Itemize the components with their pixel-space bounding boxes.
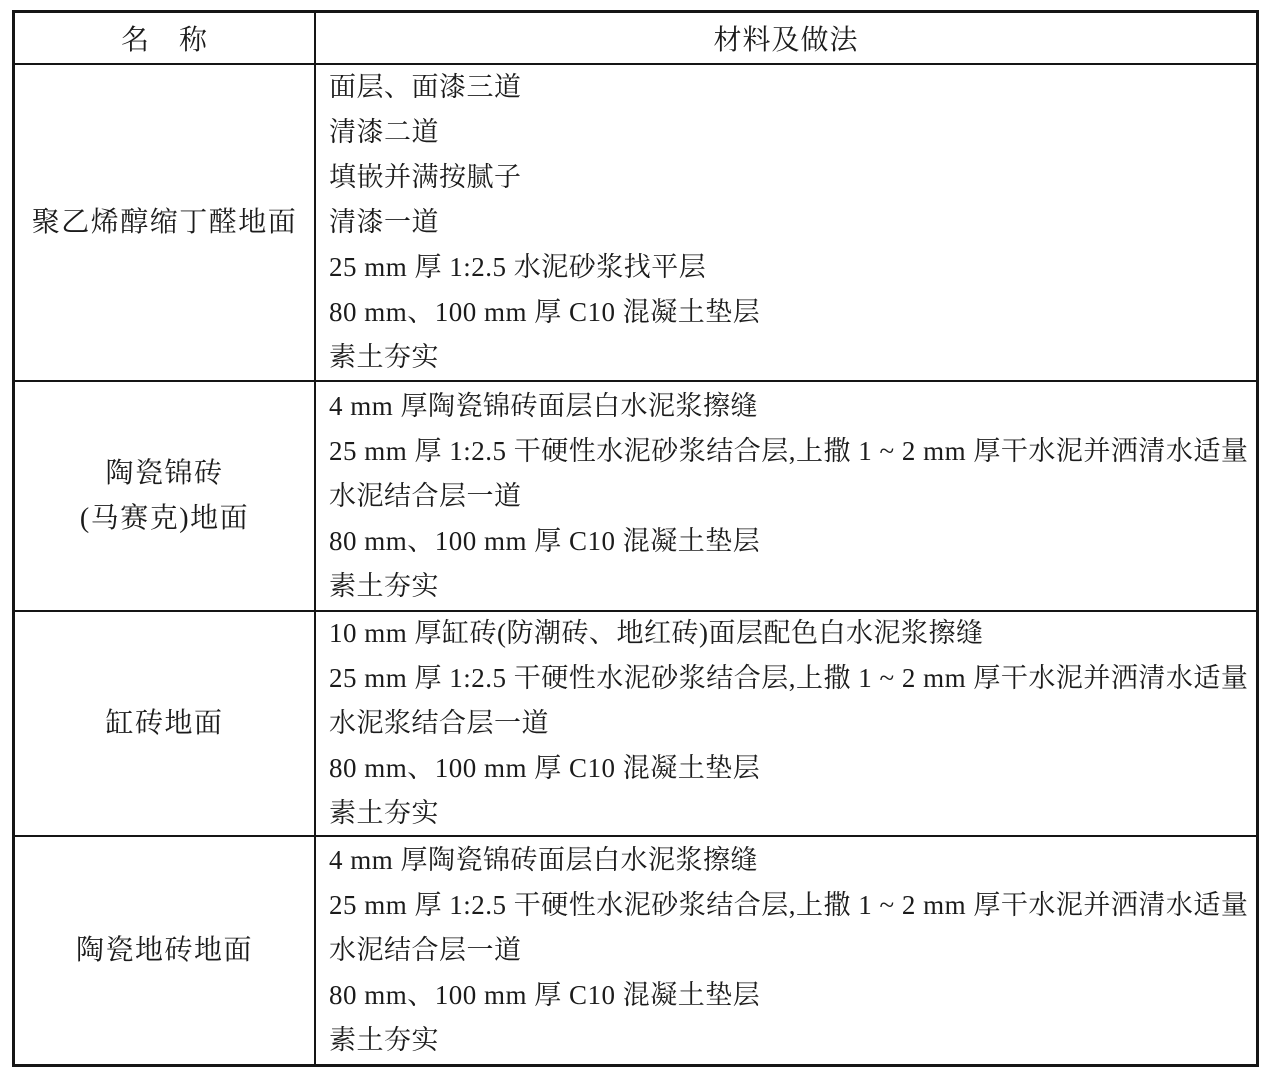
materials-line: 水泥浆结合层一道 bbox=[329, 708, 549, 738]
materials-line: 25 mm 厚 1:2.5 干硬性水泥砂浆结合层,上撒 1 ~ 2 mm 厚干水泥并洒清水适量 bbox=[329, 890, 1249, 920]
header-materials-column: 材料及做法 bbox=[314, 13, 1256, 63]
materials-line: 素土夯实 bbox=[329, 1025, 439, 1055]
materials-line: 清漆二道 bbox=[329, 117, 439, 147]
materials-line: 水泥结合层一道 bbox=[329, 480, 522, 511]
materials-line: 素土夯实 bbox=[329, 570, 439, 601]
materials-line: 4 mm 厚陶瓷锦砖面层白水泥浆擦缝 bbox=[329, 390, 759, 421]
materials-line: 25 mm 厚 1:2.5 干硬性水泥砂浆结合层,上撒 1 ~ 2 mm 厚干水泥并洒清水适量 bbox=[329, 663, 1249, 693]
materials-line: 填嵌并满按腻子 bbox=[329, 162, 522, 192]
materials-line: 4 mm 厚陶瓷锦砖面层白水泥浆擦缝 bbox=[329, 845, 759, 875]
row-name-line: 陶瓷锦砖 bbox=[105, 458, 224, 489]
row-name-ceramic-tile-floor bbox=[15, 835, 314, 1064]
row-name-line: 陶瓷地砖地面 bbox=[75, 935, 253, 966]
materials-line: 素土夯实 bbox=[329, 342, 439, 372]
materials-line: 25 mm 厚 1:2.5 水泥砂浆找平层 bbox=[329, 252, 707, 282]
row-materials-pvb-floor bbox=[314, 63, 1256, 380]
materials-line: 80 mm、100 mm 厚 C10 混凝土垫层 bbox=[329, 297, 761, 327]
row-name-line: (马赛克)地面 bbox=[79, 503, 250, 534]
materials-line: 10 mm 厚缸砖(防潮砖、地红砖)面层配色白水泥浆擦缝 bbox=[329, 618, 984, 648]
materials-line: 80 mm、100 mm 厚 C10 混凝土垫层 bbox=[329, 753, 761, 783]
header-name-column: 名 称 bbox=[120, 25, 208, 56]
row-name-line: 聚乙烯醇缩丁醛地面 bbox=[31, 207, 298, 238]
materials-line: 面层、面漆三道 bbox=[329, 72, 522, 102]
materials-line: 素土夯实 bbox=[329, 798, 439, 828]
materials-line: 水泥结合层一道 bbox=[329, 935, 522, 965]
materials-line: 25 mm 厚 1:2.5 干硬性水泥砂浆结合层,上撒 1 ~ 2 mm 厚干水泥并洒清水适量 bbox=[329, 435, 1249, 466]
row-name-mosaic-floor bbox=[15, 380, 314, 610]
materials-line: 清漆一道 bbox=[329, 207, 439, 237]
row-name-pvb-floor bbox=[15, 63, 314, 380]
row-materials-mosaic-floor bbox=[314, 380, 1256, 610]
materials-line: 80 mm、100 mm 厚 C10 混凝土垫层 bbox=[329, 980, 761, 1010]
floor-materials-table bbox=[12, 10, 1259, 1067]
row-materials-ceramic-tile-floor bbox=[314, 835, 1256, 1064]
materials-line: 80 mm、100 mm 厚 C10 混凝土垫层 bbox=[329, 525, 761, 556]
row-name-line: 缸砖地面 bbox=[105, 708, 224, 739]
row-name-clinker-brick-floor bbox=[15, 610, 314, 835]
row-materials-clinker-brick-floor bbox=[314, 610, 1256, 835]
